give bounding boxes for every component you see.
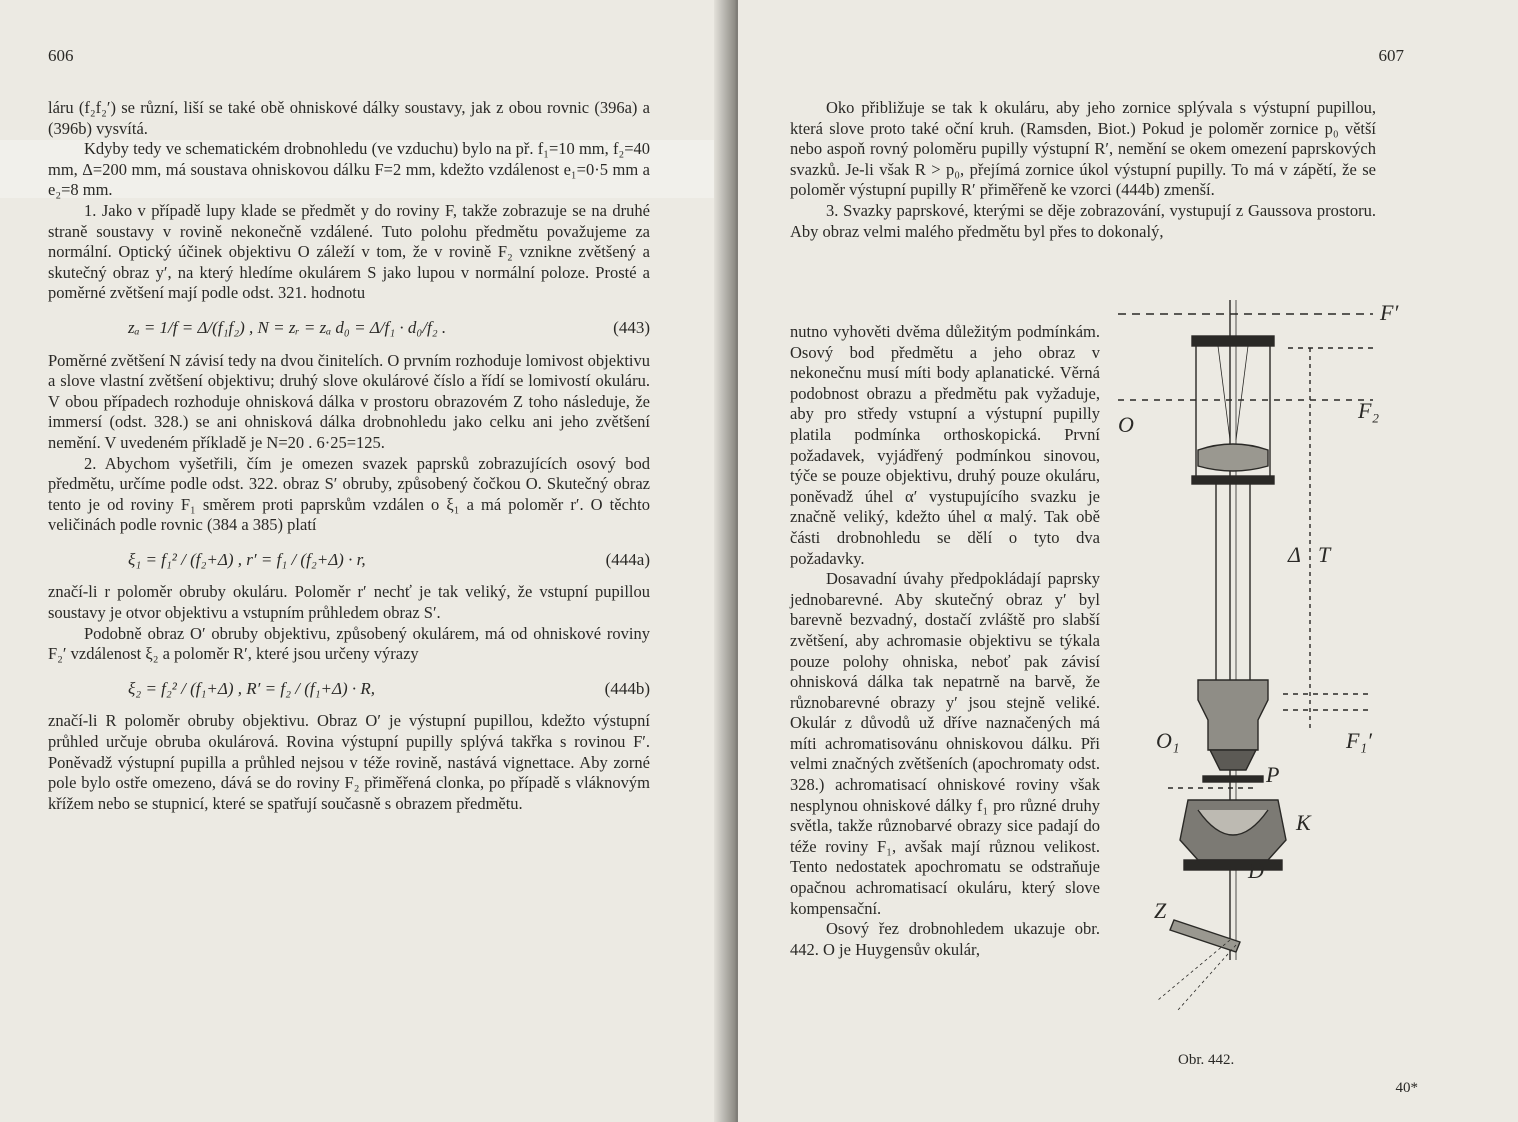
formula-443-number: (443)	[613, 317, 650, 337]
paragraph: Osový řez drobnohledem ukazuje obr. 442. O je Huygensův okulár,	[790, 919, 1100, 959]
paragraph: nutno vyhověti dvěma důležitým podmínkám. Osový bod předmětu a jeho obraz v nekonečnu musí míti body aplanatické. Věrná podobnost obrazu a předmětu pak vyžaduje, aby pro středy vstupní a výstupní pupilly platila podmínka orthoskopická. První požadavek, vyjádřený podmínkou sinovou, týče se pouze objektivu, druhý pouze okuláru, poněvadž úhel α′ vystupujícího svazku je značně veliký, kdežto úhel α malý. Tak obě části drobnohledu se dělí o tyto dva požadavky.	[790, 322, 1100, 568]
object-slide	[1203, 776, 1263, 782]
label-P: P	[1266, 762, 1280, 787]
paragraph: láru (f₂f₂′) se různí, liší se také obě ohniskové dálky soustavy, jak z obou rovnic (396a) a (396b) vysvítá.	[48, 98, 650, 138]
formula-443	[48, 318, 650, 339]
paragraph: 1. Jako v případě lupy klade se předmět y do roviny F, takže zobrazuje se na druhé straně soustavy v rovině nekonečně vzdálené. Tuto polohu předmětu považujeme za normální. Optický účinek objektivu O záleží v tom, že v rovině F₂ vznikne zvětšený a skutečný obraz y′, na který hledíme okulárem S jako lupou v normální poloze. Prosté a poměrné zvětšení mají podle odst. 321. hodnotu	[48, 200, 650, 303]
ray	[1218, 346, 1230, 440]
ray	[1236, 346, 1248, 440]
label-F-prime: F′	[1380, 300, 1399, 325]
eyepiece-base	[1192, 476, 1274, 484]
formula-443-text: zₐ = 1/f = Δ/(f₁f₂) , N = zᵣ = zₐ d₀ = Δ/f₁ · d₀/f₂ .	[128, 317, 447, 337]
formula-444b	[48, 679, 650, 700]
left-page	[0, 0, 736, 1122]
paragraph: Oko přibližuje se tak k okuláru, aby jeho zornice splývala s výstupní pupillou, která slove proto také oční kruh. (Ramsden, Biot.) Pokud je poloměr zornice p₀ větší nebo aspoň rovný poloměru pupilly výstupní R′, nemění se okem omezení paprskových svazků. Je-li však R > p₀, přejímá zornice úkol výstupní pupilly. To má v zápětí, že se poloměr výstupní pupilly R′ přiměřeně ke vzorci (444b) zmenší.	[790, 98, 1376, 200]
label-F1-prime: F₁′	[1346, 728, 1372, 753]
paragraph: Poměrné zvětšení N závisí tedy na dvou činitelích. O prvním rozhoduje lomivost objektivu a slove vlastní zvětšení objektivu; druhý slove okulárové číslo a řídí se lomivostí okuláru. V obou případech rozhoduje ohnisková dálka v prostoru obrazovém Z toho následuje, že immersí (odst. 328.) se ani ohnisková dálka drobnohledu jako celku ani jeho zvětšení nemění. V uvedeném příkladě je N=20 . 6·25=125.	[48, 350, 650, 452]
formula-444a-number: (444a)	[605, 549, 650, 569]
diaphragm-D	[1184, 860, 1282, 870]
label-T: T	[1318, 542, 1331, 567]
objective-front	[1210, 750, 1256, 770]
paragraph: značí-li R poloměr obruby objektivu. Obraz O′ je výstupní pupillou, kdežto výstupní průhled určuje obruba okulárová. Rovina výstupní pupilly splývá takřka s rovinou F′. Poněvadž výstupní pupilla a průhled nejsou v téže rovině, nastává vignettace. Aby zorné pole bylo ostře omezeno, dává se do roviny F₂ přiměřená clonka, po případě s vláknovým křížem nebo se stupnicí, které se spatřují současně s obrazem předmětu.	[48, 711, 650, 813]
paragraph: 3. Svazky paprskové, kterými se děje zobrazování, vystupují z Gaussova prostoru. Aby obraz velmi malého předmětu byl přes to dokonalý,	[790, 200, 1376, 241]
label-O1: O₁	[1156, 728, 1180, 753]
paragraph: značí-li r poloměr obruby okuláru. Poloměr r′ nechť je tak veliký, že vstupní pupillou soustavy je otvor objektivu a vstupním průhledem obraz S′.	[48, 582, 650, 623]
right-page	[738, 0, 1518, 1122]
label-O: O	[1118, 412, 1134, 437]
label-F2: F₂	[1358, 398, 1380, 423]
microscope-figure	[1118, 300, 1418, 1080]
formula-444a	[48, 550, 650, 571]
figure-caption: Obr. 442.	[1178, 1052, 1235, 1068]
formula-444b-text: ξ₂ = f₂² / (f₁+Δ) , R′ = f₂ / (f₁+Δ) · R,	[128, 678, 375, 698]
right-text-top	[790, 98, 1376, 242]
page-number-right: 607	[1378, 46, 1404, 65]
paragraph: Dosavadní úvahy předpokládají paprsky jednobarevné. Aby skutečný obraz y′ byl barevně bezvadný, dostačí zvláště pro slabší zvětšení, aby achromasie objektivu se týkala pouze polohy ohniska, neboť pak závisí ohnisková dálka tak nepatrně na barvě, že různobarevné obrazy y′ jsou stejně veliké. Okulár z důvodů už dříve naznačených má míti achromatisovánu ohniskovou dálku. Při velmi značných zvětšeních (apochromaty odst. 328.) achromatisací ohniskové roviny však nesplynou ohniskové dálky f₁ pro různé druhy světla, takže různobarvé obrazy sice padají do téže roviny F₁, avšak mají různou velikost. Tento nedostatek apochromatu se odstraňuje opačnou achromatisací okuláru, který slove kompensační.	[790, 569, 1100, 918]
ray	[1178, 945, 1236, 1010]
label-K: K	[1296, 810, 1311, 835]
label-Z: Z	[1154, 898, 1167, 923]
left-text-body	[48, 98, 650, 814]
formula-444a-text: ξ₁ = f₁² / (f₂+Δ) , r′ = f₁ / (f₂+Δ) · r,	[128, 549, 366, 569]
paragraph: Podobně obraz O′ obruby objektivu, způsobený okulárem, má od ohniskové roviny F₂′ vzdálenost ξ₂ a poloměr R′, které jsou určeny výrazy	[48, 623, 650, 664]
paragraph: Kdyby tedy ve schematickém drobnohledu (ve vzduchu) bylo na př. f₁=10 mm, f₂=40 mm, Δ=200 mm, má soustava ohniskovou dálku F=2 mm, kdežto vzdálenost e₁=0·5 mm a e₂=8 mm.	[48, 139, 650, 200]
ray	[1158, 940, 1230, 1000]
page-number-left: 606	[48, 46, 74, 65]
label-D: D	[1248, 858, 1264, 883]
signature-mark: 40*	[1395, 1080, 1418, 1096]
eyepiece-cap	[1192, 336, 1274, 346]
paragraph: 2. Abychom vyšetřili, čím je omezen svazek paprsků zobrazujících osový bod předmětu, určíme podle odst. 322. obraz S′ obruby, způsobený čočkou O. Skutečný obraz tento je od roviny F₁ směrem proti paprskům vzdálen o ξ₁ a má poloměr r′. O těchto veličinách podle rovnic (384 a 385) platí	[48, 453, 650, 535]
field-lens	[1198, 444, 1268, 471]
label-delta: Δ	[1288, 542, 1301, 567]
formula-444b-number: (444b)	[604, 678, 650, 698]
right-text-column	[790, 322, 1100, 960]
objective-body	[1198, 680, 1268, 750]
